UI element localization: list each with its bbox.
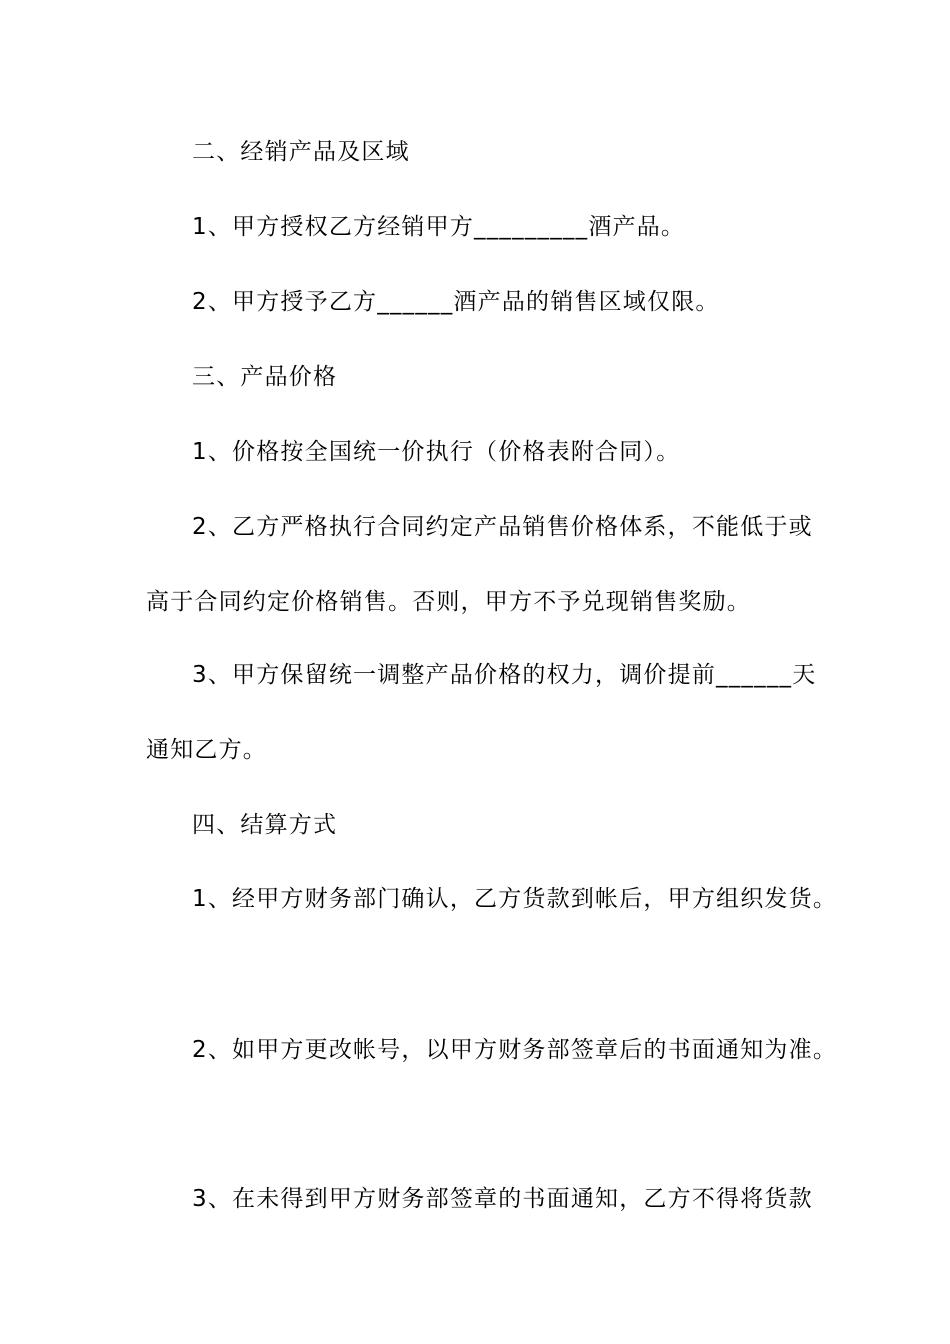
section-heading-4: 四、结算方式 (192, 812, 338, 838)
paragraph-3-3-line1: 3、甲方保留统一调整产品价格的权力，调价提前______天 (192, 662, 817, 688)
paragraph-2-1: 1、甲方授权乙方经销甲方_________酒产品。 (192, 214, 686, 240)
paragraph-3-2-line2: 高于合同约定价格销售。否则，甲方不予兑现销售奖励。 (146, 589, 751, 615)
paragraph-4-2: 2、如甲方更改帐号，以甲方财务部签章后的书面通知为准。 (192, 1037, 838, 1063)
paragraph-3-1: 1、价格按全国统一价执行（价格表附合同）。 (192, 439, 681, 465)
paragraph-4-3: 3、在未得到甲方财务部签章的书面通知，乙方不得将货款 (192, 1186, 813, 1212)
section-heading-3: 三、产品价格 (192, 364, 338, 390)
paragraph-2-2: 2、甲方授予乙方______酒产品的销售区域仅限。 (192, 289, 720, 315)
section-heading-2: 二、经销产品及区域 (192, 139, 410, 165)
paragraph-3-2-line1: 2、乙方严格执行合同约定产品销售价格体系，不能低于或 (192, 514, 813, 540)
paragraph-4-1: 1、经甲方财务部门确认，乙方货款到帐后，甲方组织发货。 (192, 886, 838, 912)
paragraph-3-3-line2: 通知乙方。 (146, 737, 267, 763)
